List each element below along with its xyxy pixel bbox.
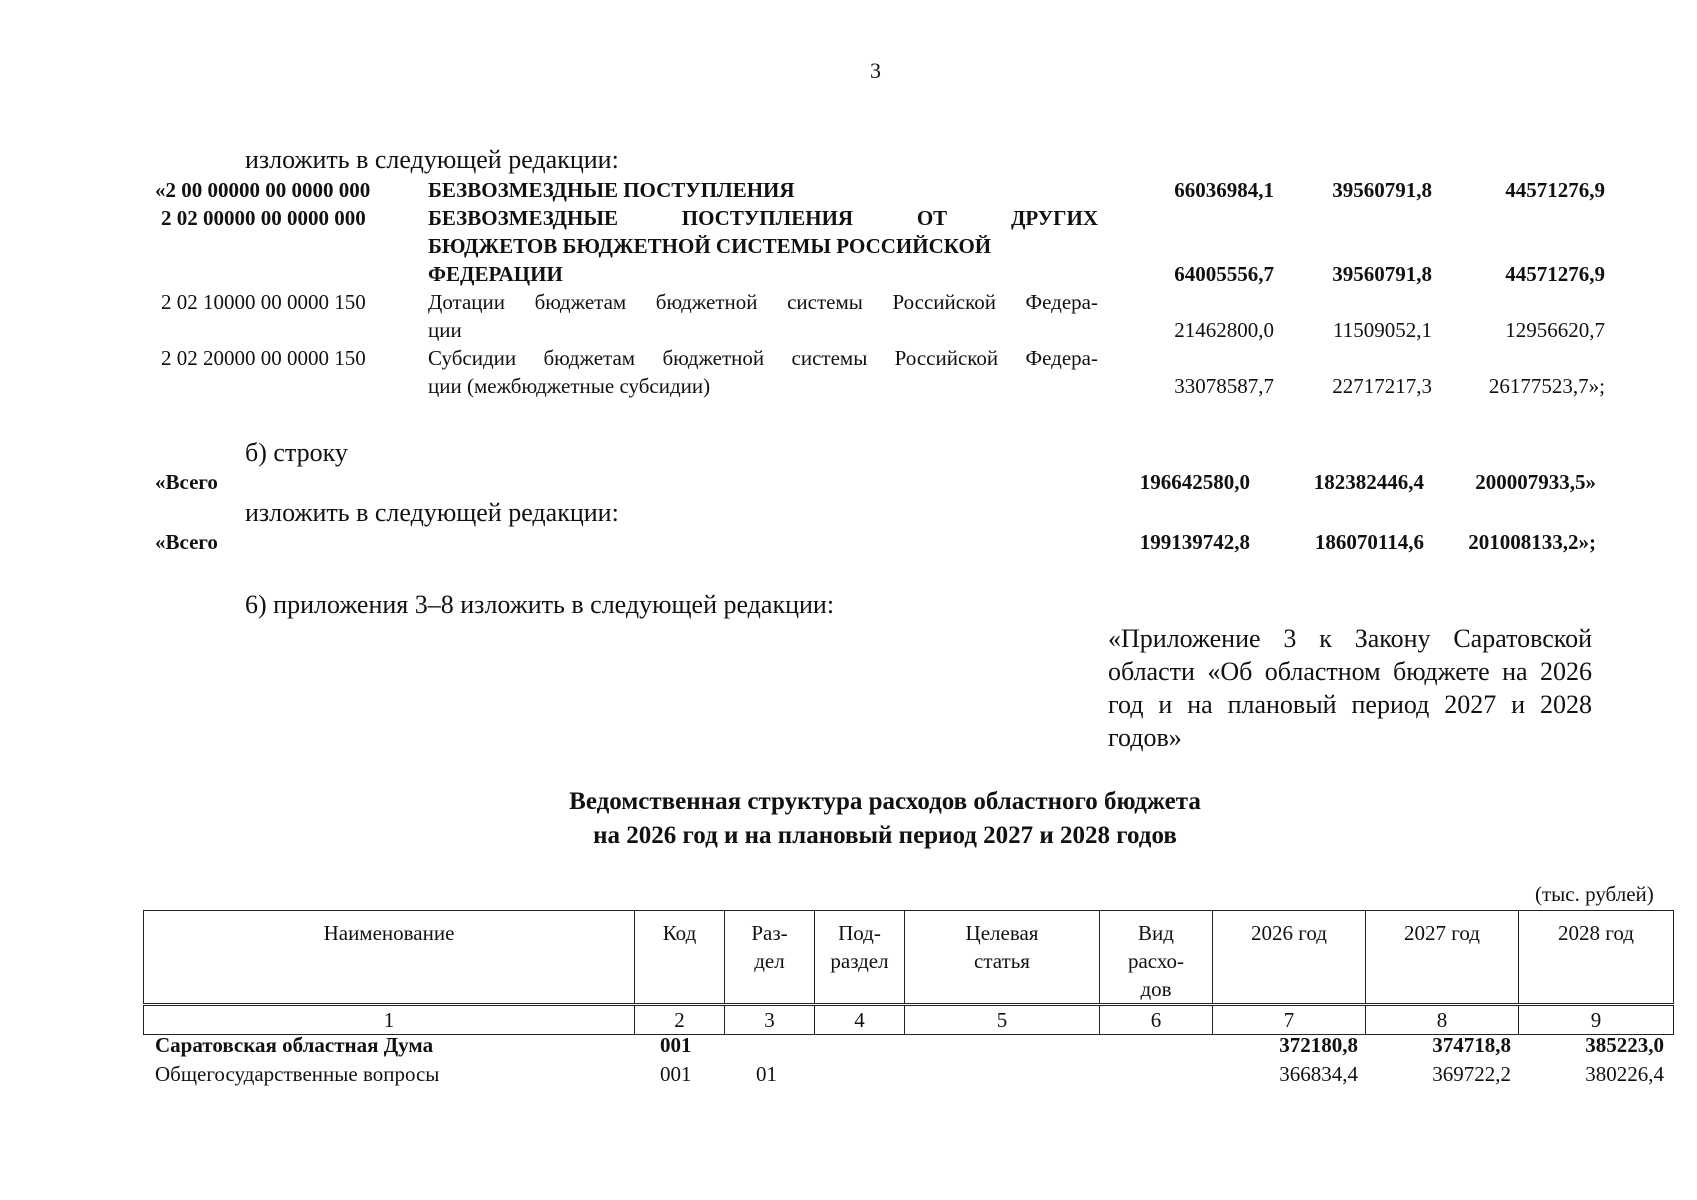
col-num-9: 9 xyxy=(1519,1005,1674,1035)
expenditure-table xyxy=(143,910,1674,1035)
header-vid xyxy=(1100,911,1213,1005)
header-vid-line2: расхо- xyxy=(1127,949,1185,973)
row3-v2: 11509052,1 xyxy=(1333,318,1432,342)
col-num-8: 8 xyxy=(1366,1005,1519,1035)
table-row-name: Общегосударственные вопросы xyxy=(155,1062,440,1086)
column-number-row xyxy=(144,1005,1674,1035)
row4-name-line1: Субсидии бюджетам бюджетной системы Российской Федера- xyxy=(428,346,1098,370)
table-header-row xyxy=(144,911,1674,1005)
heading-line-2: на 2026 год и на плановый период 2027 и 2028 годов xyxy=(593,822,1177,849)
col-num-6: 6 xyxy=(1100,1005,1213,1035)
table-row-code: 001 xyxy=(660,1033,692,1057)
item-6-text: 6) приложения 3–8 изложить в следующей редакции: xyxy=(245,590,835,619)
row4-code: 2 02 20000 00 0000 150 xyxy=(161,346,366,370)
col-num-2: 2 xyxy=(635,1005,725,1035)
table-row-name: Саратовская областная Дума xyxy=(155,1033,434,1057)
header-podrazdel-line2: раздел xyxy=(830,949,889,973)
header-target-line1: Целевая xyxy=(965,921,1039,945)
header-vid-line3: дов xyxy=(1140,977,1172,1001)
header-2026: 2026 год xyxy=(1213,911,1366,1005)
total-new-label: «Всего xyxy=(155,530,218,554)
row1-v2: 39560791,8 xyxy=(1332,178,1432,202)
intro-text-1: изложить в следующей редакции: xyxy=(245,145,619,174)
row2-v2: 39560791,8 xyxy=(1332,262,1432,286)
header-podrazdel-line1: Под- xyxy=(838,921,881,945)
row1-name: БЕЗВОЗМЕЗДНЫЕ ПОСТУПЛЕНИЯ xyxy=(428,178,795,202)
table-row-v3: 385223,0 xyxy=(1585,1033,1664,1057)
row4-v2: 22717217,3 xyxy=(1332,374,1432,398)
table-row-v2: 374718,8 xyxy=(1432,1033,1511,1057)
col-num-4: 4 xyxy=(815,1005,905,1035)
heading-line-1: Ведомственная структура расходов областного бюджета xyxy=(569,788,1201,815)
row1-code: «2 00 00000 00 0000 000 xyxy=(155,178,371,202)
table-row-v2: 369722,2 xyxy=(1432,1062,1511,1086)
row3-name-line1: Дотации бюджетам бюджетной системы Российской Федера- xyxy=(428,290,1098,314)
row4-v1: 33078587,7 xyxy=(1174,374,1274,398)
row2-name-line1: БЕЗВОЗМЕЗДНЫЕ ПОСТУПЛЕНИЯ ОТ ДРУГИХ xyxy=(428,206,1098,230)
row2-code: 2 02 00000 00 0000 000 xyxy=(161,206,366,230)
document-heading xyxy=(0,785,1697,853)
row4-name-line2: ции (межбюджетные субсидии) xyxy=(428,374,711,398)
header-code: Код xyxy=(635,911,725,1005)
row3-v1: 21462800,0 xyxy=(1174,318,1274,342)
units-label: (тыс. рублей) xyxy=(1535,882,1654,906)
row3-name-line2: ции xyxy=(428,318,462,342)
table-row-razdel: 01 xyxy=(756,1062,777,1086)
col-num-3: 3 xyxy=(725,1005,815,1035)
total-old-v3: 200007933,5» xyxy=(1475,470,1596,494)
header-name: Наименование xyxy=(144,911,635,1005)
header-2028: 2028 год xyxy=(1519,911,1674,1005)
header-target xyxy=(905,911,1100,1005)
table-row-v1: 372180,8 xyxy=(1279,1033,1358,1057)
table-row-v3: 380226,4 xyxy=(1585,1062,1664,1086)
row4-v3: 26177523,7»; xyxy=(1488,374,1605,398)
row2-v1: 64005556,7 xyxy=(1174,262,1274,286)
row1-v1: 66036984,1 xyxy=(1174,178,1274,202)
header-razdel-line2: дел xyxy=(754,949,785,973)
row2-name-line3: ФЕДЕРАЦИИ xyxy=(428,262,563,286)
header-podrazdel xyxy=(815,911,905,1005)
header-razdel-line1: Раз- xyxy=(751,921,788,945)
header-2027: 2027 год xyxy=(1366,911,1519,1005)
col-num-1: 1 xyxy=(144,1005,635,1035)
col-num-5: 5 xyxy=(905,1005,1100,1035)
item-b-text: б) строку xyxy=(245,438,348,467)
header-vid-line1: Вид xyxy=(1138,921,1174,945)
table-row-v1: 366834,4 xyxy=(1279,1062,1358,1086)
row2-name-line2: БЮДЖЕТОВ БЮДЖЕТНОЙ СИСТЕМЫ РОССИЙСКОЙ xyxy=(428,234,992,258)
row3-code: 2 02 10000 00 0000 150 xyxy=(161,290,366,314)
col-num-7: 7 xyxy=(1213,1005,1366,1035)
appendix-reference: «Приложение 3 к Закону Саратовской области «Об областном бюджете на 2026 год и на плановый период 2027 и 2028 годов» xyxy=(1108,624,1592,752)
row1-v3: 44571276,9 xyxy=(1505,178,1605,202)
row3-v3: 12956620,7 xyxy=(1505,318,1605,342)
header-target-line2: статья xyxy=(974,949,1030,973)
total-new-v3: 201008133,2»; xyxy=(1468,530,1596,554)
total-new-v2: 186070114,6 xyxy=(1314,530,1424,554)
table-row-code: 001 xyxy=(660,1062,692,1086)
total-old-v2: 182382446,4 xyxy=(1313,470,1424,494)
header-razdel xyxy=(725,911,815,1005)
total-old-label: «Всего xyxy=(155,470,218,494)
total-old-v1: 196642580,0 xyxy=(1139,470,1250,494)
total-new-v1: 199139742,8 xyxy=(1139,530,1250,554)
intro-text-2: изложить в следующей редакции: xyxy=(245,498,619,527)
page-number: 3 xyxy=(870,58,881,83)
row2-v3: 44571276,9 xyxy=(1505,262,1605,286)
